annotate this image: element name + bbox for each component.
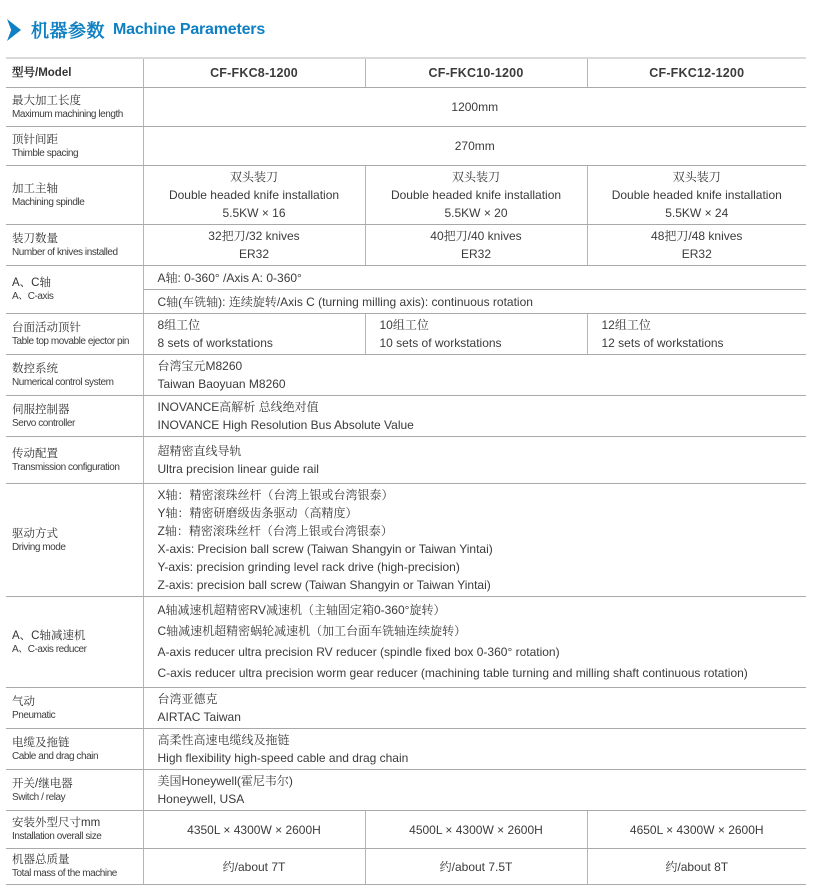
- spec-value-cell: [143, 811, 365, 849]
- row-label-cell: [6, 811, 143, 849]
- model-row-label: 型号/Model: [12, 66, 72, 79]
- model-header-cell: CF-FKC10-1200: [365, 58, 587, 88]
- label-en: A、C-axis reducer: [12, 643, 87, 655]
- table-row-cable-drag-chain: [6, 729, 806, 770]
- label-en: Total mass of the machine: [12, 868, 117, 879]
- spec-value-cell: [365, 225, 587, 266]
- label-en: A、C-axis: [12, 291, 54, 302]
- label-en: Number of knives installed: [12, 246, 118, 258]
- spec-line: Double headed knife installation: [611, 188, 782, 202]
- spec-line: 12组工位: [601, 318, 651, 332]
- spec-line: 12 sets of workstations: [601, 336, 724, 350]
- row-label-cell: [6, 58, 143, 88]
- spec-value-cell: [143, 484, 806, 597]
- spec-value-cell: [143, 314, 365, 355]
- table-row-driving-mode: [6, 484, 806, 597]
- row-label-cell: [6, 88, 143, 127]
- spec-line: 台湾亚德克: [157, 692, 218, 706]
- spec-line: 约/about 7.5T: [439, 859, 513, 874]
- spec-line: 10组工位: [379, 318, 429, 332]
- spec-line: 10 sets of workstations: [379, 336, 502, 350]
- table-row-total-mass: [6, 849, 806, 885]
- row-label-cell: [6, 770, 143, 811]
- spec-line: A-axis reducer ultra precision RV reducer (spindle fixed box 0-360° rotation): [157, 645, 560, 659]
- label-zh: 装刀数量: [12, 232, 58, 245]
- label-en: Servo controller: [12, 417, 75, 429]
- table-row-servo-controller: [6, 396, 806, 437]
- label-zh: 数控系统: [12, 362, 58, 375]
- label-en: Machining spindle: [12, 196, 85, 208]
- spec-value-cell: [143, 127, 806, 166]
- label-zh: 电缆及拖链: [12, 736, 70, 749]
- spec-line: 40把刀/40 knives: [430, 229, 522, 243]
- row-label-cell: [6, 396, 143, 437]
- spec-value-cell: [143, 770, 806, 811]
- spec-value-cell: [365, 849, 587, 885]
- spec-line: ER32: [460, 247, 492, 261]
- label-en: Installation overall size: [12, 831, 102, 842]
- label-zh: 顶针间距: [12, 133, 58, 146]
- spec-line: 32把刀/32 knives: [208, 229, 300, 243]
- row-label-cell: [6, 688, 143, 729]
- spec-line: 双头装刀: [672, 170, 721, 184]
- spec-line: Double headed knife installation: [390, 188, 562, 202]
- spec-line: Y-axis: precision grinding level rack drive (high-precision): [157, 560, 460, 574]
- spec-value-cell: [143, 266, 806, 290]
- table-header-row: [6, 58, 806, 88]
- label-en: Table top movable ejector pin: [12, 335, 130, 347]
- table-row-transmission-configuration: [6, 437, 806, 484]
- spec-value-cell: [143, 166, 365, 225]
- row-label-cell: [6, 849, 143, 885]
- spec-line: Z-axis: precision ball screw (Taiwan Shangyin or Taiwan Yintai): [157, 578, 491, 592]
- spec-line: Taiwan Baoyuan M8260: [157, 377, 286, 391]
- table-row-nc-system: [6, 355, 806, 396]
- spec-line: High flexibility high-speed cable and drag chain: [157, 751, 409, 765]
- row-label-cell: [6, 314, 143, 355]
- spec-line: ER32: [681, 247, 712, 261]
- label-en: Thimble spacing: [12, 147, 79, 159]
- spec-line: 双头装刀: [229, 170, 278, 184]
- spec-line: A轴: 0-360° /Axis A: 0-360°: [157, 270, 302, 285]
- spec-value-cell: [143, 849, 365, 885]
- spec-line: 约/about 8T: [665, 859, 729, 874]
- row-label-cell: [6, 597, 143, 688]
- spec-line: 高柔性高速电缆线及拖链: [157, 733, 290, 747]
- spec-line: Y轴：精密研磨级齿条驱动（高精度）: [157, 506, 358, 520]
- spec-line: 双头装刀: [451, 170, 500, 184]
- spec-line: X-axis: Precision ball screw (Taiwan Shangyin or Taiwan Yintai): [157, 542, 493, 556]
- page-title-en: Machine Parameters: [113, 21, 266, 38]
- spec-line: 48把刀/48 knives: [651, 229, 743, 243]
- table-row-ejector-pin: [6, 314, 806, 355]
- label-en: Pneumatic: [12, 709, 56, 721]
- spec-value-cell: [143, 729, 806, 770]
- label-zh: 伺服控制器: [12, 403, 70, 416]
- label-zh: A、C轴: [12, 277, 51, 289]
- row-label-cell: [6, 484, 143, 597]
- spec-value-cell: [587, 849, 806, 885]
- model-header-cell: CF-FKC12-1200: [587, 58, 806, 88]
- row-label-cell: [6, 729, 143, 770]
- model-header-cell: CF-FKC8-1200: [143, 58, 365, 88]
- spec-value-cell: [587, 811, 806, 849]
- spec-line: C轴减速机超精密蜗轮减速机（加工台面车铣轴连续旋转）: [157, 624, 467, 638]
- label-en: Numerical control system: [12, 376, 114, 388]
- spec-value-cell: [365, 166, 587, 225]
- spec-value-cell: [143, 225, 365, 266]
- spec-line: A轴减速机超精密RV减速机（主轴固定箱0-360°旋转）: [157, 603, 446, 617]
- spec-line: 5.5KW × 16: [222, 206, 286, 220]
- label-zh: 台面活动顶针: [12, 321, 81, 334]
- table-row-ac-axis: [6, 266, 806, 290]
- spec-line: C-axis reducer ultra precision worm gear reducer (machining table turning and milling shaft continuous rotation): [157, 666, 748, 680]
- page-title-zh: 机器参数: [31, 21, 105, 41]
- table-row-installation-size: [6, 811, 806, 849]
- label-en: Driving mode: [12, 541, 66, 553]
- spec-line: 美国Honeywell(霍尼韦尔): [157, 774, 293, 788]
- label-zh: 驱动方式: [12, 527, 58, 540]
- spec-line: 270mm: [454, 139, 495, 153]
- spec-value-cell: [365, 811, 587, 849]
- spec-line: 超精密直线导轨: [157, 444, 242, 458]
- spec-value-cell: [587, 314, 806, 355]
- spec-line: C轴(车铣轴): 连续旋转/Axis C (turning milling axis): continuous rotation: [157, 294, 533, 309]
- spec-value-cell: [143, 396, 806, 437]
- row-label-cell: [6, 127, 143, 166]
- row-label-cell: [6, 266, 143, 314]
- spec-value-cell: [587, 225, 806, 266]
- label-en: Cable and drag chain: [12, 750, 99, 762]
- table-row-ac-axis-reducer: [6, 597, 806, 688]
- table-row-thimble-spacing: [6, 127, 806, 166]
- machine-parameters-table: [6, 57, 806, 885]
- label-zh: 气动: [12, 695, 35, 708]
- spec-line: 8 sets of workstations: [157, 336, 273, 350]
- label-zh: 最大加工长度: [12, 94, 81, 107]
- table-row-knives-installed: [6, 225, 806, 266]
- table-row-switch-relay: [6, 770, 806, 811]
- spec-value-cell: [143, 688, 806, 729]
- spec-value-cell: [143, 290, 806, 314]
- spec-value-cell: [587, 166, 806, 225]
- spec-value-cell: [365, 314, 587, 355]
- label-en: Maximum machining length: [12, 108, 123, 120]
- label-zh: 安装外型尺寸mm: [12, 817, 101, 829]
- spec-value-cell: [143, 597, 806, 688]
- spec-line: 5.5KW × 24: [665, 206, 729, 220]
- spec-line: INOVANCE High Resolution Bus Absolute Value: [157, 418, 414, 432]
- label-zh: 传动配置: [12, 447, 58, 460]
- spec-line: AIRTAC Taiwan: [157, 710, 241, 724]
- spec-line: Ultra precision linear guide rail: [157, 462, 319, 476]
- row-label-cell: [6, 355, 143, 396]
- spec-line: Z轴：精密滚珠丝杆（台湾上银或台湾银泰）: [157, 524, 393, 538]
- spec-line: ER32: [238, 247, 270, 261]
- table-row-max-machining-length: [6, 88, 806, 127]
- spec-line: 5.5KW × 20: [444, 206, 508, 220]
- page-title: [7, 17, 813, 43]
- spec-value-cell: [143, 88, 806, 127]
- label-en: Switch / relay: [12, 791, 66, 803]
- spec-line: INOVANCE高解析 总线绝对值: [157, 400, 319, 414]
- spec-line: 1200mm: [451, 100, 499, 114]
- table-row-pneumatic: [6, 688, 806, 729]
- spec-line: 约/about 7T: [222, 859, 286, 874]
- spec-line: 4500L × 4300W × 2600H: [409, 822, 543, 837]
- right-arrowhead-icon: [7, 19, 21, 41]
- label-zh: 开关/继电器: [12, 777, 73, 790]
- spec-value-cell: [143, 437, 806, 484]
- spec-line: 4350L × 4300W × 2600H: [187, 822, 321, 837]
- row-label-cell: [6, 166, 143, 225]
- label-zh: 加工主轴: [12, 182, 58, 195]
- spec-line: Double headed knife installation: [168, 188, 340, 202]
- label-en: Transmission configuration: [12, 461, 120, 473]
- spec-line: 8组工位: [157, 318, 201, 332]
- spec-line: 台湾宝元M8260: [157, 359, 243, 373]
- spec-line: X轴：精密滚珠丝杆（台湾上银或台湾银泰）: [157, 488, 394, 502]
- table-row-machining-spindle: [6, 166, 806, 225]
- spec-line: Honeywell, USA: [157, 792, 245, 806]
- spec-line: 4650L × 4300W × 2600H: [629, 822, 764, 837]
- spec-value-cell: [143, 355, 806, 396]
- label-zh: 机器总质量: [12, 854, 70, 866]
- row-label-cell: [6, 225, 143, 266]
- label-zh: A、C轴减速机: [12, 629, 86, 642]
- row-label-cell: [6, 437, 143, 484]
